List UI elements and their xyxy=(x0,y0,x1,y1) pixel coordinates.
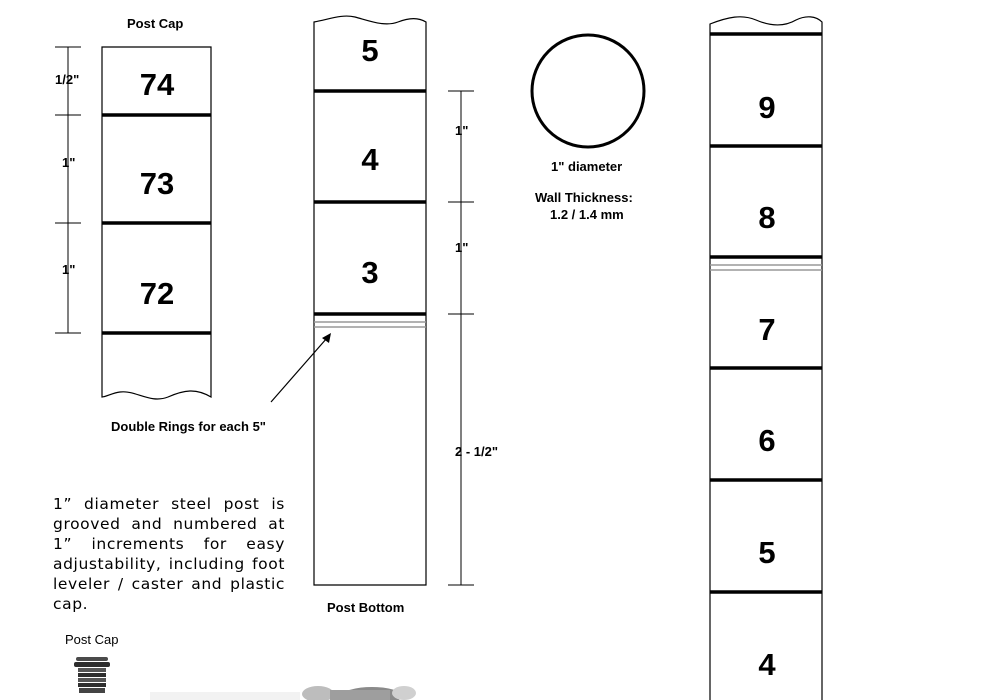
right-segment-number: 4 xyxy=(758,647,776,682)
middle-dimension-bracket xyxy=(448,91,474,585)
right-segment-number: 6 xyxy=(758,423,776,458)
left-post xyxy=(102,47,211,399)
right-post xyxy=(710,17,822,700)
left-segment-number: 72 xyxy=(139,276,175,311)
double-ring-arrow xyxy=(271,333,331,402)
right-segment-number: 9 xyxy=(758,90,776,125)
middle-dimension-label: 1" xyxy=(455,240,469,255)
right-segment-number: 8 xyxy=(758,200,776,235)
cross-section-circle xyxy=(532,35,644,147)
diameter-label: 1" diameter xyxy=(551,159,623,174)
middle-post xyxy=(314,16,426,585)
photo-smudge xyxy=(150,692,300,700)
left-dimension-label: 1/2" xyxy=(55,72,80,87)
left-dimension-label: 1" xyxy=(62,155,76,170)
post-bottom-label: Post Bottom xyxy=(327,600,405,615)
middle-segment-number: 5 xyxy=(361,33,379,68)
double-rings-label: Double Rings for each 5" xyxy=(111,419,266,434)
left-segment-number: 73 xyxy=(139,166,175,201)
middle-dimension-label: 1" xyxy=(455,123,469,138)
right-segment-number: 5 xyxy=(758,535,776,570)
left-segment-number: 74 xyxy=(139,67,175,102)
post-description: 1” diameter steel post is grooved and numbered at 1” increments for easy adjustability, including foot leveler / caster and plastic cap. xyxy=(53,495,285,613)
middle-segment-number: 4 xyxy=(361,142,379,177)
wall-thickness-value: 1.2 / 1.4 mm xyxy=(550,207,624,222)
post-cap-title: Post Cap xyxy=(127,16,184,31)
middle-post-outline xyxy=(314,16,426,585)
photo-caption: Post Cap xyxy=(65,632,119,647)
left-dimension-label: 1" xyxy=(62,262,76,277)
middle-segment-number: 3 xyxy=(361,255,379,290)
wall-thickness-label: Wall Thickness: xyxy=(535,190,633,205)
right-segment-number: 7 xyxy=(758,312,776,347)
left-dimension-bracket xyxy=(55,47,81,333)
post-cap-photo xyxy=(74,657,110,693)
caster-photo xyxy=(302,686,416,700)
middle-dimension-label: 2 - 1/2" xyxy=(455,444,499,459)
